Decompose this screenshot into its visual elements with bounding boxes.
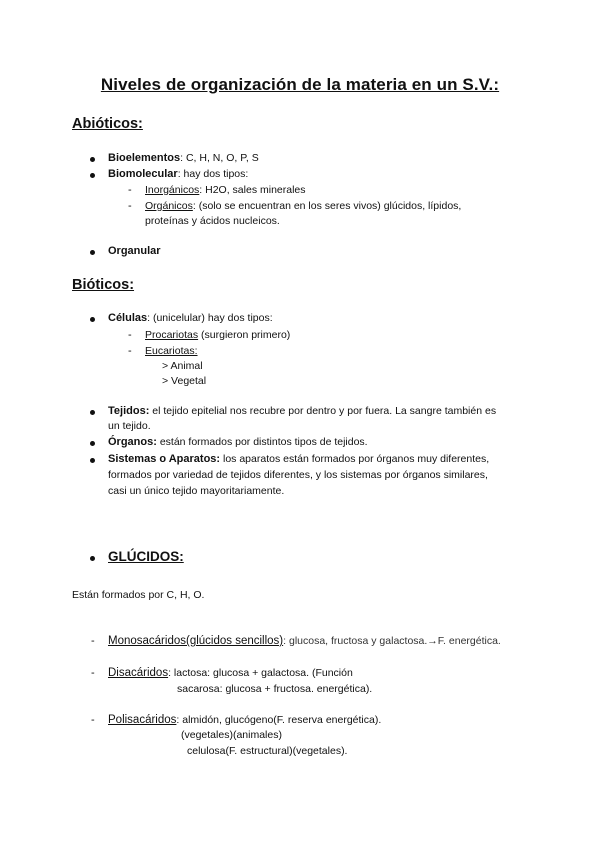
polisacaridos-line [108,713,381,728]
dash: - [91,714,95,726]
eucariotas-term: Eucariotas: [145,345,198,357]
celulas-text: : (unicelular) hay dos tipos: [147,312,273,324]
page-title: Niveles de organización de la materia en un S.V.: [100,75,500,94]
tejidos-text-2: un tejido. [108,420,151,432]
bullet-dot [90,441,95,446]
celulas-line [108,311,273,326]
sistemas-text-3: casi un único tejido mayoritariamente. [108,485,285,497]
dash: - [128,184,132,196]
organicos-line [145,199,461,214]
sistemas-term: Sistemas o Aparatos: [108,453,221,465]
organicos-term: Orgánicos [145,200,193,212]
inorganicos-line [145,183,306,198]
polisacaridos-text-1: : almidón, glucógeno(F. reserva energética). [176,714,382,726]
abioticos-heading: Abióticos: [72,116,143,132]
celulas-term: Células [108,312,148,324]
eucariotas-vegetal: > Vegetal [162,375,207,387]
inorganicos-term: Inorgánicos [145,184,200,196]
sistemas-line [108,452,489,467]
bullet-dot [90,157,95,162]
disacaridos-text-2: sacarosa: glucosa + fructosa. energética). [177,683,373,695]
eucariotas-animal: > Animal [162,360,203,372]
monosacaridos-term: Monosacáridos(glúcidos sencillos) [108,635,284,647]
tejidos-line [108,404,496,419]
bioelementos-term: Bioelementos [108,152,181,164]
dash: - [91,667,95,679]
procariotas-line [145,328,290,343]
bioticos-heading: Bióticos: [72,277,135,293]
disacaridos-text-1: : lactosa: glucosa + galactosa. (Función [168,667,353,679]
dash: - [128,345,132,357]
organular-label: Organular [108,245,161,257]
procariotas-term: Procariotas [145,329,199,341]
organos-line [108,435,368,450]
bioelementos-text: : C, H, N, O, P, S [180,152,259,164]
polisacaridos-text-2: (vegetales)(animales) [181,729,282,741]
bioelementos-line [108,151,259,166]
biomolecular-line [108,167,248,182]
polisacaridos-term: Polisacáridos [108,714,177,726]
bullet-dot [90,317,95,322]
glucidos-heading: GLÚCIDOS: [108,549,184,564]
disacaridos-line [108,666,353,681]
monosacaridos-line [108,634,501,649]
bullet-dot [90,556,95,561]
organicos-text-2: proteínas y ácidos nucleicos. [145,215,280,227]
tejidos-term: Tejidos: [108,405,150,417]
organos-text: están formados por distintos tipos de tejidos. [156,436,368,448]
sistemas-text-1: los aparatos están formados por órganos muy diferentes, [220,453,490,465]
procariotas-text: (surgieron primero) [198,329,291,341]
inorganicos-text: : H2O, sales minerales [199,184,306,196]
disacaridos-term: Disacáridos [108,667,169,679]
bullet-dot [90,458,95,463]
biomolecular-term: Biomolecular [108,168,178,180]
bullet-dot [90,410,95,415]
dash: - [91,635,95,647]
organos-term: Órganos: [108,436,157,448]
tejidos-text-1: el tejido epitelial nos recubre por dentro y por fuera. La sangre también es [149,405,497,417]
bullet-dot [90,250,95,255]
monosacaridos-text: : glucosa, fructosa y galactosa.→F. energética. [283,635,501,647]
dash: - [128,200,132,212]
dash: - [128,329,132,341]
organicos-text-1: : (solo se encuentran en los seres vivos) glúcidos, lípidos, [192,200,462,212]
sistemas-text-2: formados por variedad de tejidos diferentes, y los sistemas por órganos similares, [108,469,488,481]
polisacaridos-text-3: celulosa(F. estructural)(vegetales). [187,745,348,757]
biomolecular-text: : hay dos tipos: [177,168,249,180]
bullet-dot [90,173,95,178]
glucidos-intro: Están formados por C, H, O. [72,589,205,601]
